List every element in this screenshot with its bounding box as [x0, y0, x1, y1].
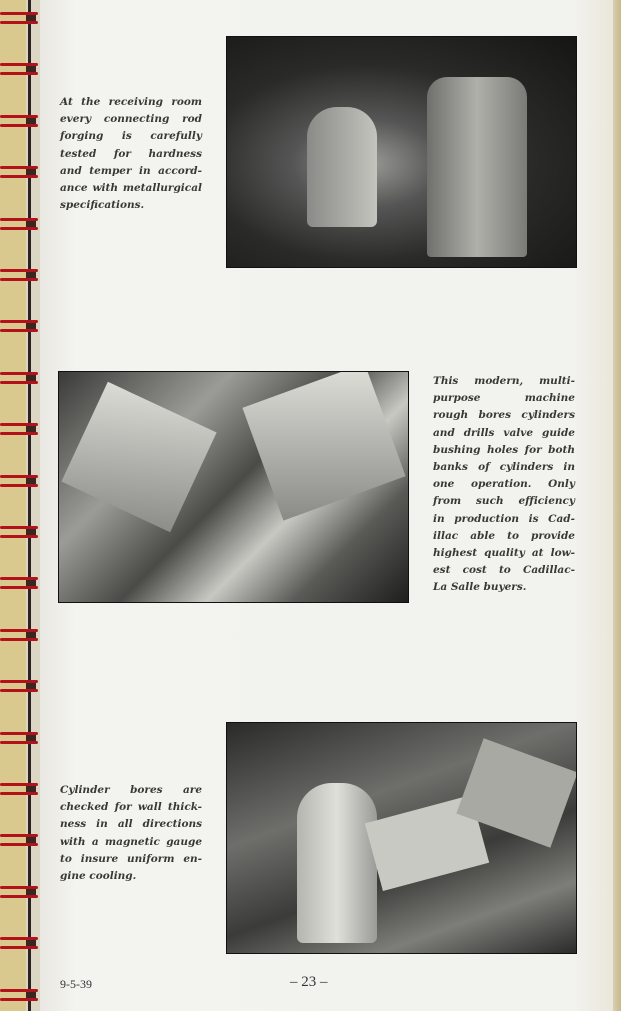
caption-line: and temper in accord-	[60, 164, 202, 177]
caption-line: every connecting rod	[60, 113, 202, 126]
binding-coil	[0, 783, 40, 797]
coil-wire	[0, 680, 38, 683]
coil-wire	[0, 895, 38, 898]
binding-coil	[0, 12, 40, 26]
coil-wire	[0, 484, 38, 487]
coil-wire	[0, 12, 38, 15]
coil-wire	[0, 372, 38, 375]
coil-wire	[0, 115, 38, 118]
coil-wire	[0, 535, 38, 538]
coil-wire	[0, 269, 38, 272]
coil-wire	[0, 946, 38, 949]
caption-line: illac able to provide	[433, 529, 575, 542]
coil-wire	[0, 278, 38, 281]
caption-line: in production is Cad-	[433, 512, 575, 525]
caption-line: purpose machine	[433, 392, 575, 405]
coil-wire	[0, 998, 38, 1001]
coil-wire	[0, 124, 38, 127]
coil-wire	[0, 783, 38, 786]
caption-line: Cylinder bores are	[60, 784, 202, 796]
caption-line: checked for wall thick-	[60, 801, 202, 814]
coil-wire	[0, 218, 38, 221]
caption-line: est cost to Cadillac-	[433, 564, 575, 577]
coil-wire	[0, 886, 38, 889]
caption-line: ness in all directions	[60, 818, 202, 831]
binding-coil	[0, 886, 40, 900]
binding-coil	[0, 320, 40, 334]
binding-coil	[0, 834, 40, 848]
caption-line: one operation. Only	[433, 478, 575, 491]
coil-wire	[0, 475, 38, 478]
caption-line: At the receiving room	[60, 96, 202, 108]
binding-strip	[0, 0, 26, 1011]
coil-wire	[0, 63, 38, 66]
binding-coil	[0, 166, 40, 180]
caption-receiving-room	[60, 94, 202, 214]
caption-line: tested for hardness	[60, 147, 202, 160]
coil-wire	[0, 329, 38, 332]
coil-wire	[0, 834, 38, 837]
caption-line: to insure uniform en-	[60, 852, 202, 865]
caption-line: ance with metallurgical	[60, 182, 202, 195]
caption-line: from such efficiency	[433, 495, 575, 508]
binding-coil	[0, 63, 40, 77]
footer-date: 9-5-39	[60, 977, 92, 991]
caption-line: rough bores cylinders	[433, 409, 575, 422]
coil-wire	[0, 937, 38, 940]
photo-cylinder-bore-gauge-check	[226, 722, 577, 954]
caption-line: highest quality at low-	[433, 547, 575, 560]
caption-line: and drills valve guide	[433, 426, 575, 439]
caption-line: specifications.	[60, 199, 145, 212]
caption-line: banks of cylinders in	[433, 461, 575, 474]
coil-wire	[0, 72, 38, 75]
binding-coil	[0, 269, 40, 283]
coil-wire	[0, 227, 38, 230]
coil-wire	[0, 577, 38, 580]
photo-multi-purpose-boring-machine	[58, 371, 409, 603]
binding-coil	[0, 989, 40, 1003]
binding-coil	[0, 680, 40, 694]
coil-wire	[0, 432, 38, 435]
binding-coil	[0, 629, 40, 643]
binding-coil	[0, 577, 40, 591]
page-edge	[613, 0, 621, 1011]
coil-wire	[0, 741, 38, 744]
caption-line: This modern, multi-	[433, 375, 575, 387]
binding-coil	[0, 475, 40, 489]
coil-wire	[0, 320, 38, 323]
coil-wire	[0, 423, 38, 426]
binding-coil	[0, 526, 40, 540]
coil-wire	[0, 21, 38, 24]
coil-wire	[0, 526, 38, 529]
caption-line: gine cooling.	[60, 870, 137, 883]
binding-coil	[0, 732, 40, 746]
caption-line: forging is carefully	[60, 130, 202, 143]
caption-line: La Salle buyers.	[433, 581, 527, 594]
coil-wire	[0, 629, 38, 632]
caption-line: with a magnetic gauge	[60, 835, 202, 848]
coil-wire	[0, 732, 38, 735]
binding-coil	[0, 937, 40, 951]
page-number: – 23 –	[290, 974, 328, 990]
coil-wire	[0, 689, 38, 692]
coil-wire	[0, 166, 38, 169]
coil-wire	[0, 792, 38, 795]
binding-coil	[0, 218, 40, 232]
coil-wire	[0, 381, 38, 384]
binding-coil	[0, 423, 40, 437]
binding-spine	[28, 0, 31, 1011]
coil-wire	[0, 843, 38, 846]
binding-coil	[0, 372, 40, 386]
photo-receiving-room-hardness-test	[226, 36, 577, 268]
spiral-binding	[0, 0, 40, 1011]
caption-boring-machine	[433, 373, 575, 597]
coil-wire	[0, 989, 38, 992]
caption-line: bushing holes for both	[433, 443, 575, 456]
coil-wire	[0, 175, 38, 178]
coil-wire	[0, 586, 38, 589]
caption-cylinder-bores	[60, 782, 202, 885]
binding-coil	[0, 115, 40, 129]
coil-wire	[0, 638, 38, 641]
